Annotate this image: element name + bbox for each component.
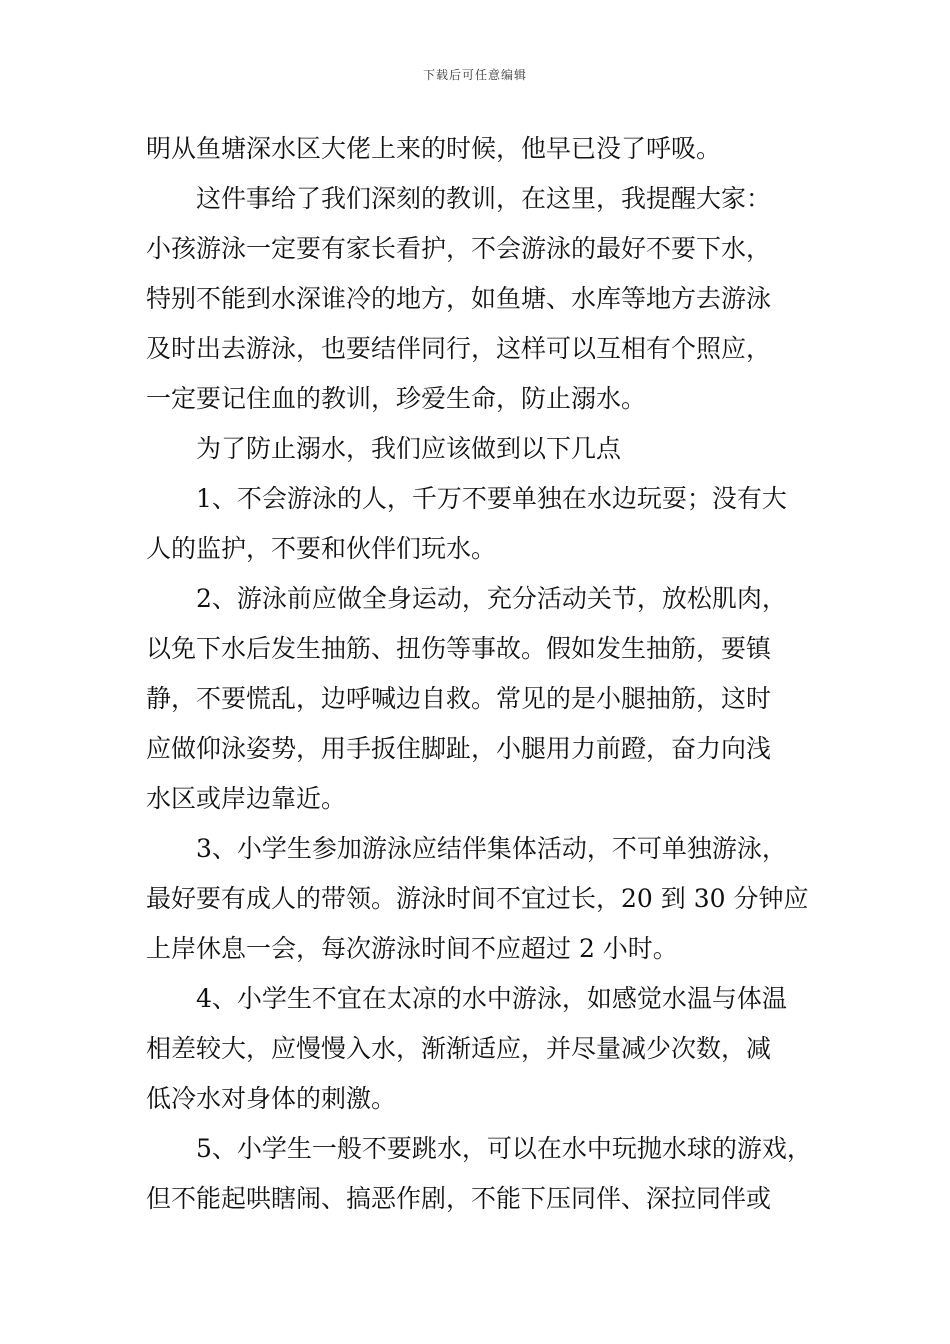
text-line: 水区或岸边靠近。 xyxy=(146,784,347,813)
list-item-2-line: 2、游泳前应做全身运动，充分活动关节，放松肌肉， xyxy=(196,584,787,613)
text-line: 明从鱼塘深水区大佬上来的时候，他早已没了呼吸。 xyxy=(146,134,722,163)
text-line: 以免下水后发生抽筋、扭伤等事故。假如发生抽筋，要镇 xyxy=(146,634,772,663)
list-item-5-line: 5、小学生一般不要跳水，可以在水中玩抛水球的游戏， xyxy=(196,1134,812,1163)
list-item-1-line: 1、不会游泳的人，千万不要单独在水边玩耍；没有大 xyxy=(196,484,787,513)
text-line: 相差较大，应慢慢入水，渐渐适应，并尽量减少次数，减 xyxy=(146,1034,772,1063)
list-item-3-line: 3、小学生参加游泳应结伴集体活动，不可单独游泳， xyxy=(196,834,787,863)
text-line: 一定要记住血的教训，珍爱生命，防止溺水。 xyxy=(146,384,647,413)
text-line: 及时出去游泳，也要结伴同行，这样可以互相有个照应， xyxy=(146,334,772,363)
paragraph-start-line: 为了防止溺水，我们应该做到以下几点 xyxy=(196,434,622,463)
page-header: 下载后可任意编辑 xyxy=(422,68,527,82)
text-line: 上岸休息一会，每次游泳时间不应超过 2 小时。 xyxy=(146,934,678,963)
text-line: 人的监护，不要和伙伴们玩水。 xyxy=(146,534,497,563)
document-body xyxy=(146,124,810,1224)
text-line: 低冷水对身体的刺激。 xyxy=(146,1084,397,1113)
list-item-4-line: 4、小学生不宜在太凉的水中游泳，如感觉水温与体温 xyxy=(196,984,787,1013)
paragraph-start-line: 这件事给了我们深刻的教训，在这里，我提醒大家： xyxy=(196,184,772,213)
text-line: 特别不能到水深谁冷的地方，如鱼塘、水库等地方去游泳 xyxy=(146,284,772,313)
text-line: 小孩游泳一定要有家长看护，不会游泳的最好不要下水， xyxy=(146,234,772,263)
text-line: 但不能起哄瞎闹、搞恶作剧，不能下压同伴、深拉同伴或 xyxy=(146,1184,772,1213)
text-line: 静，不要慌乱，边呼喊边自救。常见的是小腿抽筋，这时 xyxy=(146,684,772,713)
text-line: 应做仰泳姿势，用手扳住脚趾，小腿用力前蹬，奋力向浅 xyxy=(146,734,772,763)
text-line: 最好要有成人的带领。游泳时间不宜过长，20 到 30 分钟应 xyxy=(146,884,809,913)
